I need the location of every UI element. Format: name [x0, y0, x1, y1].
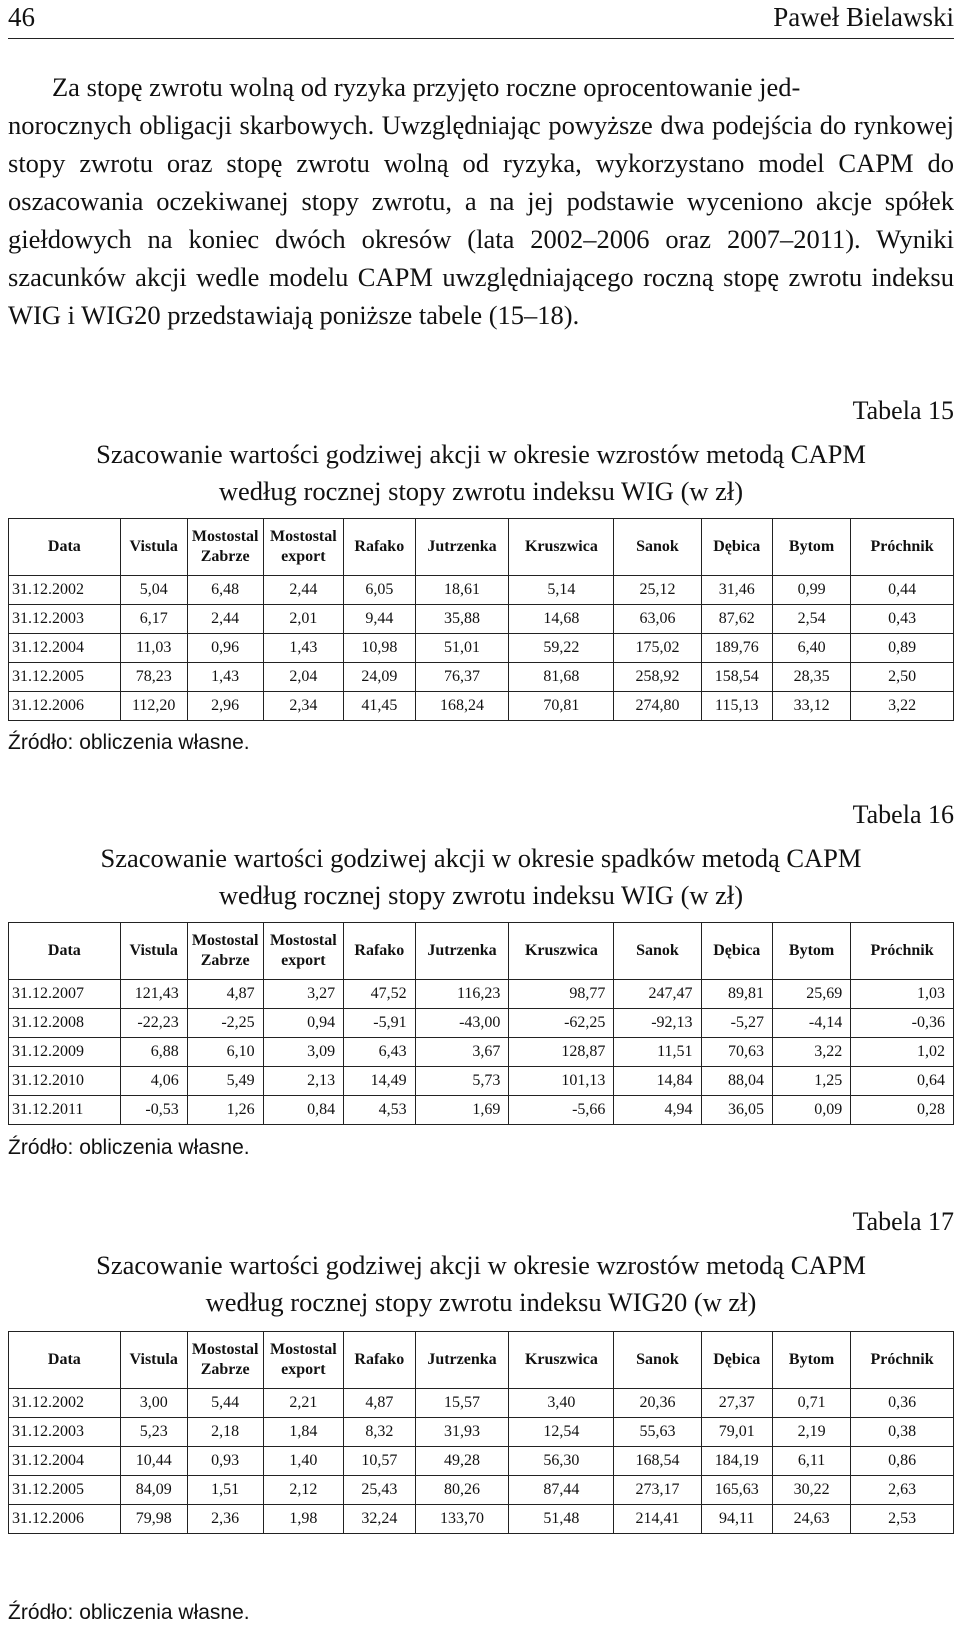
column-header: Kruszwica [509, 519, 614, 576]
value-cell: -0,36 [851, 1009, 954, 1038]
value-cell: 24,63 [773, 1505, 851, 1534]
date-cell: 31.12.2005 [9, 1476, 121, 1505]
value-cell: 3,40 [509, 1389, 614, 1418]
value-cell: 31,93 [415, 1418, 509, 1447]
value-cell: 79,01 [701, 1418, 772, 1447]
value-cell: -43,00 [415, 1009, 509, 1038]
value-cell: 5,04 [120, 576, 187, 605]
value-cell: 1,40 [263, 1447, 343, 1476]
table-row [9, 1067, 954, 1096]
column-header: Próchnik [851, 519, 954, 576]
value-cell: 6,11 [773, 1447, 851, 1476]
value-cell: 80,26 [415, 1476, 509, 1505]
value-cell: 14,68 [509, 605, 614, 634]
table-17-caption-line1: Szacowanie wartości godziwej akcji w okresie wzrostów metodą CAPM [96, 1250, 866, 1280]
value-cell: 165,63 [701, 1476, 772, 1505]
value-cell: -4,14 [773, 1009, 851, 1038]
table-row [9, 634, 954, 663]
value-cell: 116,23 [415, 980, 509, 1009]
value-cell: 184,19 [701, 1447, 772, 1476]
value-cell: 214,41 [614, 1505, 701, 1534]
value-cell: 36,05 [701, 1096, 772, 1125]
value-cell: 31,46 [701, 576, 772, 605]
value-cell: 0,71 [773, 1389, 851, 1418]
value-cell: 274,80 [614, 692, 701, 721]
value-cell: -0,53 [120, 1096, 187, 1125]
date-cell: 31.12.2003 [9, 1418, 121, 1447]
value-cell: 2,18 [187, 1418, 263, 1447]
table-row [9, 1447, 954, 1476]
column-header: Sanok [614, 519, 701, 576]
value-cell: 2,44 [187, 605, 263, 634]
date-cell: 31.12.2004 [9, 634, 121, 663]
value-cell: 0,09 [773, 1096, 851, 1125]
value-cell: 1,02 [851, 1038, 954, 1067]
table-row [9, 663, 954, 692]
table-17 [8, 1331, 954, 1534]
value-cell: 8,32 [344, 1418, 415, 1447]
column-header: Mostostal Zabrze [187, 923, 263, 980]
column-header: Kruszwica [509, 923, 614, 980]
column-header: Vistula [120, 519, 187, 576]
running-author: Paweł Bielawski [773, 2, 954, 32]
value-cell: 84,09 [120, 1476, 187, 1505]
column-header: Data [9, 519, 121, 576]
column-header: Bytom [773, 519, 851, 576]
value-cell: 5,73 [415, 1067, 509, 1096]
value-cell: 2,21 [263, 1389, 343, 1418]
column-header: Mostostal export [263, 1332, 343, 1389]
value-cell: 6,10 [187, 1038, 263, 1067]
value-cell: 1,84 [263, 1418, 343, 1447]
value-cell: 2,19 [773, 1418, 851, 1447]
date-cell: 31.12.2009 [9, 1038, 121, 1067]
table-row [9, 1418, 954, 1447]
value-cell: 1,69 [415, 1096, 509, 1125]
value-cell: 6,48 [187, 576, 263, 605]
value-cell: 32,24 [344, 1505, 415, 1534]
table-15-caption-line1: Szacowanie wartości godziwej akcji w okresie wzrostów metodą CAPM [96, 439, 866, 469]
value-cell: 55,63 [614, 1418, 701, 1447]
value-cell: -62,25 [509, 1009, 614, 1038]
value-cell: -22,23 [120, 1009, 187, 1038]
date-cell: 31.12.2006 [9, 1505, 121, 1534]
table-15 [8, 518, 954, 721]
column-header: Rafako [344, 923, 415, 980]
value-cell: 24,09 [344, 663, 415, 692]
value-cell: 6,40 [773, 634, 851, 663]
value-cell: 59,22 [509, 634, 614, 663]
table-row [9, 1476, 954, 1505]
value-cell: 112,20 [120, 692, 187, 721]
value-cell: 3,09 [263, 1038, 343, 1067]
value-cell: 168,54 [614, 1447, 701, 1476]
value-cell: 258,92 [614, 663, 701, 692]
table-row [9, 1505, 954, 1534]
value-cell: 0,94 [263, 1009, 343, 1038]
value-cell: 28,35 [773, 663, 851, 692]
value-cell: 79,98 [120, 1505, 187, 1534]
table-row [9, 605, 954, 634]
table-17-number: Tabela 17 [852, 1207, 954, 1236]
table-16-source: Źródło: obliczenia własne. [8, 1136, 250, 1159]
intro-paragraph [8, 68, 954, 334]
value-cell: 15,57 [415, 1389, 509, 1418]
date-cell: 31.12.2008 [9, 1009, 121, 1038]
column-header: Data [9, 923, 121, 980]
value-cell: 3,27 [263, 980, 343, 1009]
page-header [8, 2, 954, 39]
table-16-caption-line2: według rocznej stopy zwrotu indeksu WIG (w zł) [218, 880, 744, 910]
value-cell: -5,27 [701, 1009, 772, 1038]
value-cell: 6,43 [344, 1038, 415, 1067]
header-row [9, 519, 954, 576]
column-header: Jutrzenka [415, 923, 509, 980]
value-cell: 5,44 [187, 1389, 263, 1418]
column-header: Dębica [701, 1332, 772, 1389]
value-cell: 87,62 [701, 605, 772, 634]
value-cell: 2,34 [263, 692, 343, 721]
value-cell: 3,22 [773, 1038, 851, 1067]
value-cell: 5,49 [187, 1067, 263, 1096]
value-cell: 0,44 [851, 576, 954, 605]
value-cell: 128,87 [509, 1038, 614, 1067]
table-15-source: Źródło: obliczenia własne. [8, 731, 250, 754]
value-cell: 3,67 [415, 1038, 509, 1067]
column-header: Bytom [773, 1332, 851, 1389]
value-cell: 5,14 [509, 576, 614, 605]
value-cell: 49,28 [415, 1447, 509, 1476]
value-cell: 2,63 [851, 1476, 954, 1505]
value-cell: 6,88 [120, 1038, 187, 1067]
column-header: Kruszwica [509, 1332, 614, 1389]
value-cell: -92,13 [614, 1009, 701, 1038]
value-cell: 2,04 [263, 663, 343, 692]
table-row [9, 692, 954, 721]
column-header: Mostostal Zabrze [187, 1332, 263, 1389]
table-17-source: Źródło: obliczenia własne. [8, 1601, 250, 1624]
column-header: Mostostal export [263, 923, 343, 980]
value-cell: 81,68 [509, 663, 614, 692]
date-cell: 31.12.2002 [9, 1389, 121, 1418]
value-cell: 121,43 [120, 980, 187, 1009]
intro-first-line: Za stopę zwrotu wolną od ryzyka przyjęto roczne oprocentowanie jed- [52, 72, 801, 102]
value-cell: -2,25 [187, 1009, 263, 1038]
column-header: Sanok [614, 923, 701, 980]
value-cell: 0,96 [187, 634, 263, 663]
value-cell: 98,77 [509, 980, 614, 1009]
value-cell: 70,81 [509, 692, 614, 721]
column-header: Próchnik [851, 923, 954, 980]
value-cell: 1,26 [187, 1096, 263, 1125]
table-row [9, 1389, 954, 1418]
value-cell: 1,25 [773, 1067, 851, 1096]
column-header: Dębica [701, 519, 772, 576]
value-cell: 33,12 [773, 692, 851, 721]
table-row [9, 576, 954, 605]
value-cell: 4,87 [187, 980, 263, 1009]
column-header: Mostostal Zabrze [187, 519, 263, 576]
page-number: 46 [8, 2, 35, 32]
date-cell: 31.12.2007 [9, 980, 121, 1009]
column-header: Rafako [344, 1332, 415, 1389]
value-cell: 14,84 [614, 1067, 701, 1096]
value-cell: 41,45 [344, 692, 415, 721]
value-cell: 10,44 [120, 1447, 187, 1476]
date-cell: 31.12.2006 [9, 692, 121, 721]
value-cell: 0,64 [851, 1067, 954, 1096]
table-15-number: Tabela 15 [852, 396, 954, 425]
value-cell: 0,38 [851, 1418, 954, 1447]
table-16 [8, 922, 954, 1125]
value-cell: 56,30 [509, 1447, 614, 1476]
column-header: Jutrzenka [415, 1332, 509, 1389]
value-cell: 14,49 [344, 1067, 415, 1096]
column-header: Vistula [120, 1332, 187, 1389]
value-cell: 2,53 [851, 1505, 954, 1534]
value-cell: 35,88 [415, 605, 509, 634]
table-17-caption [8, 1247, 954, 1321]
value-cell: 10,98 [344, 634, 415, 663]
date-cell: 31.12.2003 [9, 605, 121, 634]
value-cell: 273,17 [614, 1476, 701, 1505]
value-cell: 133,70 [415, 1505, 509, 1534]
value-cell: 2,96 [187, 692, 263, 721]
value-cell: 2,36 [187, 1505, 263, 1534]
value-cell: 9,44 [344, 605, 415, 634]
value-cell: 115,13 [701, 692, 772, 721]
value-cell: 175,02 [614, 634, 701, 663]
date-cell: 31.12.2011 [9, 1096, 121, 1125]
value-cell: 101,13 [509, 1067, 614, 1096]
table-row [9, 980, 954, 1009]
value-cell: 0,28 [851, 1096, 954, 1125]
value-cell: 4,53 [344, 1096, 415, 1125]
value-cell: 6,17 [120, 605, 187, 634]
column-header: Data [9, 1332, 121, 1389]
value-cell: 3,22 [851, 692, 954, 721]
value-cell: 10,57 [344, 1447, 415, 1476]
value-cell: 2,44 [263, 576, 343, 605]
value-cell: 0,36 [851, 1389, 954, 1418]
value-cell: 25,43 [344, 1476, 415, 1505]
value-cell: 5,23 [120, 1418, 187, 1447]
table-16-caption [8, 840, 954, 914]
header-row [9, 923, 954, 980]
column-header: Jutrzenka [415, 519, 509, 576]
intro-text: norocznych obligacji skarbowych. Uwzględniając powyższe dwa podejścia do rynkowej stopy zwrotu oraz stopę zwrotu wolną od ryzyka, wykorzystano model CAPM do oszacowania oczekiwanej stopy zwrotu, a na jej podstawie wyceniono akcje spółek giełdowych na koniec dwóch okresów (lata 2002–2006 oraz 2007–2011). Wyniki szacunków akcji wedle modelu CAPM uwzględniającego roczną stopę zwrotu indeksu WIG i WIG20 przedstawiają poniższe tabele (15–18). [8, 110, 954, 330]
value-cell: 25,69 [773, 980, 851, 1009]
value-cell: 1,43 [187, 663, 263, 692]
value-cell: 88,04 [701, 1067, 772, 1096]
table-row [9, 1096, 954, 1125]
value-cell: 20,36 [614, 1389, 701, 1418]
column-header: Dębica [701, 923, 772, 980]
table-row [9, 1038, 954, 1067]
value-cell: 63,06 [614, 605, 701, 634]
value-cell: 2,54 [773, 605, 851, 634]
value-cell: 1,51 [187, 1476, 263, 1505]
table-15-caption-line2: według rocznej stopy zwrotu indeksu WIG (w zł) [218, 476, 744, 506]
date-cell: 31.12.2010 [9, 1067, 121, 1096]
column-header: Bytom [773, 923, 851, 980]
value-cell: 4,06 [120, 1067, 187, 1096]
value-cell: 51,01 [415, 634, 509, 663]
column-header: Mostostal export [263, 519, 343, 576]
value-cell: 11,51 [614, 1038, 701, 1067]
table-16-number: Tabela 16 [852, 800, 954, 829]
column-header: Rafako [344, 519, 415, 576]
column-header: Próchnik [851, 1332, 954, 1389]
value-cell: -5,91 [344, 1009, 415, 1038]
value-cell: 25,12 [614, 576, 701, 605]
value-cell: 158,54 [701, 663, 772, 692]
value-cell: 70,63 [701, 1038, 772, 1067]
date-cell: 31.12.2005 [9, 663, 121, 692]
value-cell: 12,54 [509, 1418, 614, 1447]
value-cell: 2,12 [263, 1476, 343, 1505]
value-cell: 30,22 [773, 1476, 851, 1505]
value-cell: 1,03 [851, 980, 954, 1009]
value-cell: 3,00 [120, 1389, 187, 1418]
value-cell: 76,37 [415, 663, 509, 692]
value-cell: 247,47 [614, 980, 701, 1009]
value-cell: 4,94 [614, 1096, 701, 1125]
value-cell: 51,48 [509, 1505, 614, 1534]
value-cell: 2,50 [851, 663, 954, 692]
date-cell: 31.12.2004 [9, 1447, 121, 1476]
value-cell: 27,37 [701, 1389, 772, 1418]
date-cell: 31.12.2002 [9, 576, 121, 605]
table-16-caption-line1: Szacowanie wartości godziwej akcji w okresie spadków metodą CAPM [100, 843, 862, 873]
header-row [9, 1332, 954, 1389]
value-cell: 0,93 [187, 1447, 263, 1476]
value-cell: 0,89 [851, 634, 954, 663]
value-cell: 4,87 [344, 1389, 415, 1418]
value-cell: 2,01 [263, 605, 343, 634]
value-cell: 0,99 [773, 576, 851, 605]
value-cell: 1,98 [263, 1505, 343, 1534]
value-cell: 11,03 [120, 634, 187, 663]
value-cell: 0,84 [263, 1096, 343, 1125]
table-row [9, 1009, 954, 1038]
value-cell: 168,24 [415, 692, 509, 721]
value-cell: 0,43 [851, 605, 954, 634]
column-header: Vistula [120, 923, 187, 980]
value-cell: 87,44 [509, 1476, 614, 1505]
value-cell: 18,61 [415, 576, 509, 605]
column-header: Sanok [614, 1332, 701, 1389]
value-cell: 1,43 [263, 634, 343, 663]
value-cell: -5,66 [509, 1096, 614, 1125]
value-cell: 6,05 [344, 576, 415, 605]
value-cell: 78,23 [120, 663, 187, 692]
table-17-caption-line2: według rocznej stopy zwrotu indeksu WIG20 (w zł) [205, 1287, 757, 1317]
value-cell: 89,81 [701, 980, 772, 1009]
value-cell: 94,11 [701, 1505, 772, 1534]
value-cell: 2,13 [263, 1067, 343, 1096]
value-cell: 47,52 [344, 980, 415, 1009]
table-15-caption [8, 436, 954, 510]
value-cell: 189,76 [701, 634, 772, 663]
value-cell: 0,86 [851, 1447, 954, 1476]
